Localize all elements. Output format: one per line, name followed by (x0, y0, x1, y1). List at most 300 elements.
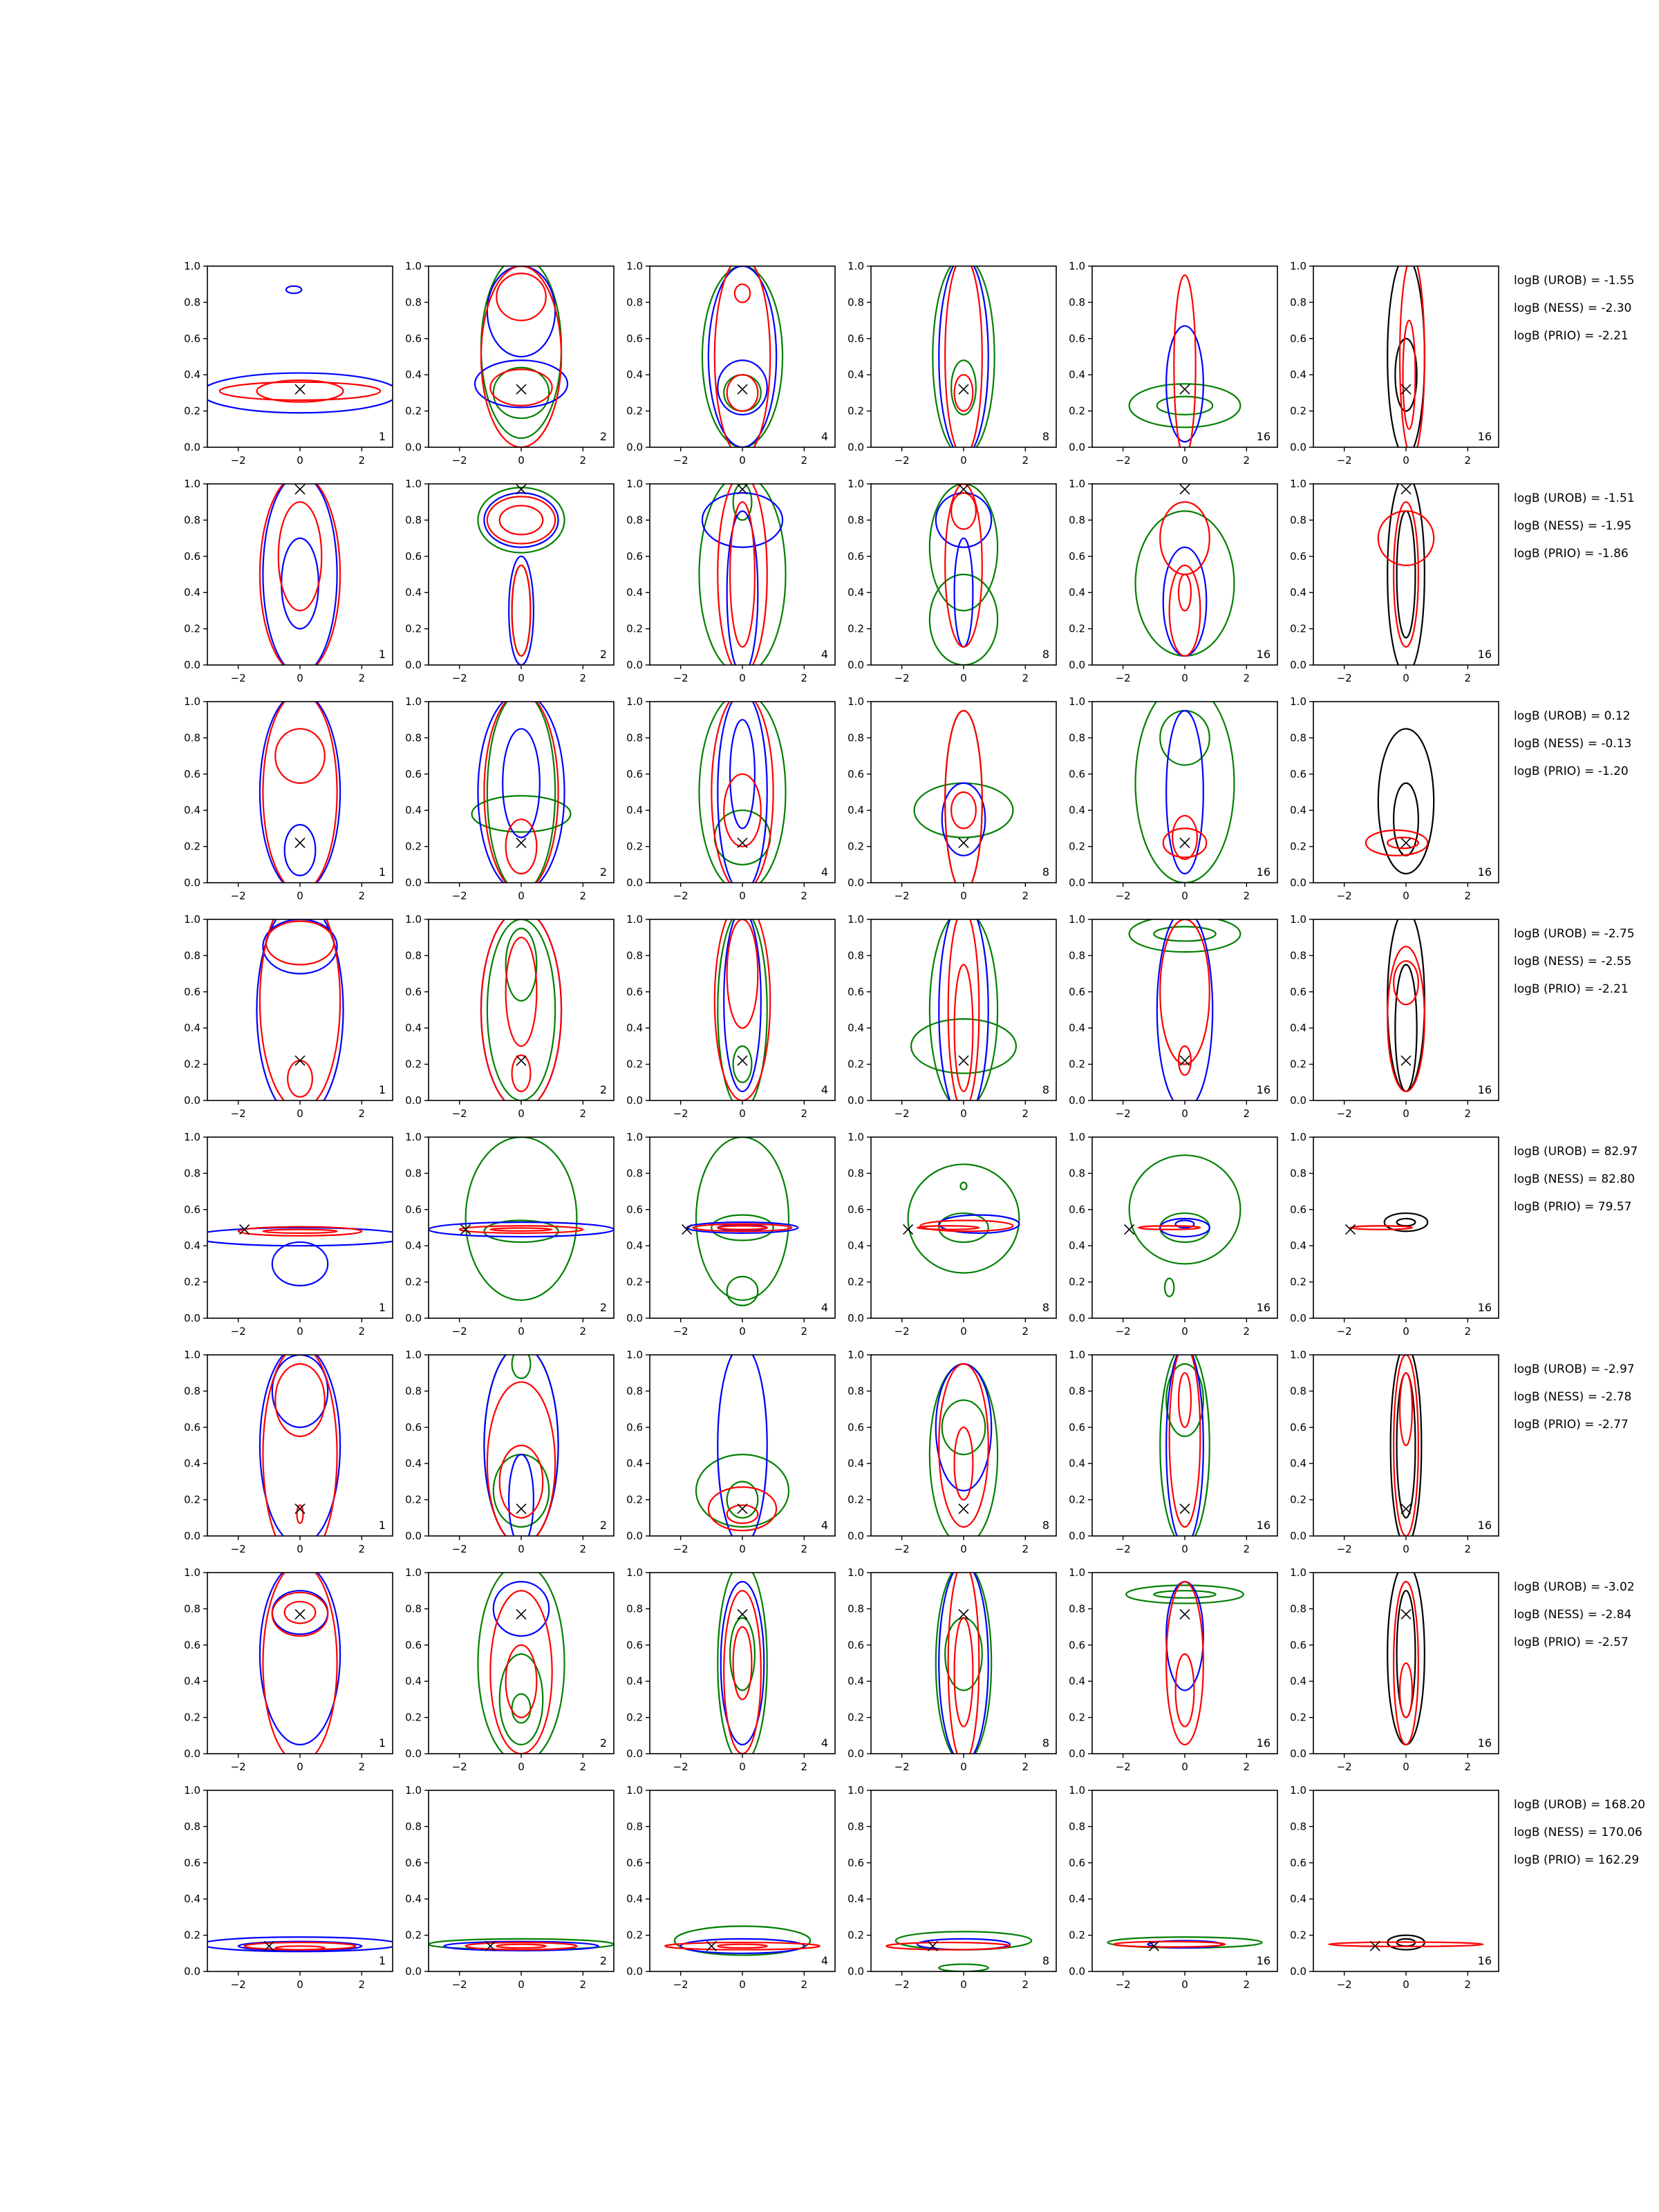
contour-area (936, 1564, 991, 1763)
y-tick-label: 0.8 (405, 731, 422, 744)
y-tick-label: 0.6 (626, 332, 643, 345)
y-tick-label: 0.2 (184, 1493, 200, 1506)
y-tick-label: 1.0 (405, 1784, 422, 1797)
prio-contour (699, 475, 785, 674)
contour-area (192, 1225, 409, 1286)
contour-area (1136, 684, 1235, 883)
y-tick-label: 1.0 (847, 1566, 864, 1579)
x-tick-label: −2 (1336, 1978, 1352, 1991)
y-tick-label: 0.6 (1290, 1638, 1306, 1651)
reference-contour (1387, 257, 1425, 456)
y-tick-label: 0.2 (405, 1058, 422, 1071)
panel-r2-c1 (184, 475, 393, 684)
x-marker (516, 1056, 526, 1065)
logb-label: logB (UROB) = -1.51 (1514, 491, 1635, 505)
y-tick-label: 0.4 (1069, 1239, 1085, 1253)
panel-label: 2 (599, 1301, 607, 1314)
y-tick-label: 0.6 (405, 767, 422, 780)
x-tick-label: 2 (800, 1543, 808, 1555)
logb-label: logB (PRIO) = -2.57 (1514, 1635, 1629, 1649)
x-tick-label: 0 (960, 454, 967, 467)
x-tick-label: 0 (1181, 454, 1188, 467)
panel-r4-c6 (1290, 910, 1499, 1120)
y-tick-label: 1.0 (1290, 695, 1306, 708)
y-tick-label: 1.0 (626, 1784, 643, 1797)
panel-label: 8 (1042, 430, 1049, 443)
panel-label: 4 (821, 1954, 828, 1967)
panel-label: 16 (1477, 1736, 1492, 1750)
y-tick-label: 0.6 (184, 1856, 200, 1869)
x-tick-label: 0 (1403, 672, 1409, 684)
y-tick-label: 0.6 (1069, 332, 1085, 345)
x-marker (516, 384, 526, 394)
y-tick-label: 0.8 (626, 1385, 643, 1398)
y-tick-label: 0.8 (1069, 949, 1085, 962)
panel-label: 2 (599, 430, 607, 443)
panel-r6-c6 (1290, 1346, 1499, 1555)
panel-label: 16 (1477, 865, 1492, 879)
y-tick-label: 0.2 (405, 1711, 422, 1724)
panel-r2-c2 (405, 478, 614, 684)
y-tick-label: 0.8 (184, 1167, 200, 1180)
y-tick-label: 0.6 (405, 1421, 422, 1434)
y-tick-label: 0.8 (184, 1602, 200, 1615)
y-tick-label: 0.0 (847, 1965, 864, 1978)
contour-area (1107, 1937, 1262, 1951)
ness-contour (496, 273, 545, 320)
x-tick-label: 2 (1022, 890, 1029, 902)
contour-area (682, 1137, 798, 1306)
y-tick-label: 0.8 (847, 1820, 864, 1833)
y-tick-label: 0.8 (847, 1167, 864, 1180)
y-tick-label: 1.0 (1290, 260, 1306, 272)
y-tick-label: 0.2 (184, 622, 200, 635)
y-tick-label: 0.4 (1069, 1675, 1085, 1688)
x-tick-label: 0 (1403, 1107, 1409, 1120)
y-tick-label: 0.2 (1290, 622, 1306, 635)
y-tick-label: 1.0 (847, 260, 864, 272)
x-marker (1346, 1225, 1356, 1235)
y-tick-label: 0.8 (626, 514, 643, 527)
x-tick-label: −2 (894, 1107, 910, 1120)
x-tick-label: 2 (1022, 1107, 1029, 1120)
ness-contour (487, 496, 555, 543)
prio-contour (1160, 1346, 1209, 1545)
x-tick-label: 2 (800, 1107, 808, 1120)
y-tick-label: 1.0 (626, 913, 643, 926)
x-tick-label: −2 (673, 1107, 688, 1120)
y-tick-label: 0.4 (1069, 368, 1085, 382)
y-tick-label: 1.0 (1069, 1349, 1085, 1361)
prio-contour (512, 1694, 531, 1723)
y-tick-label: 0.2 (1069, 1275, 1085, 1288)
urob-contour (260, 693, 340, 892)
y-tick-label: 1.0 (405, 478, 422, 490)
y-tick-label: 1.0 (1290, 1784, 1306, 1797)
contour-area (1130, 275, 1241, 456)
contour-area (1130, 910, 1241, 1109)
y-tick-label: 0.6 (1290, 767, 1306, 780)
y-tick-label: 0.8 (847, 1385, 864, 1398)
prio-contour (908, 1164, 1020, 1273)
y-tick-label: 0.8 (405, 949, 422, 962)
y-tick-label: 1.0 (1069, 695, 1085, 708)
y-tick-label: 0.6 (1069, 1421, 1085, 1434)
x-tick-label: 2 (1022, 1978, 1029, 1991)
x-tick-label: −2 (451, 1761, 467, 1773)
panel-r7-c1 (184, 1564, 393, 1773)
y-tick-label: 0.2 (1290, 1929, 1306, 1942)
prio-contour (711, 1215, 773, 1241)
y-tick-label: 0.6 (847, 767, 864, 780)
y-tick-label: 0.8 (1290, 731, 1306, 744)
panel-label: 16 (1256, 1954, 1271, 1967)
y-tick-label: 1.0 (1290, 913, 1306, 926)
x-tick-label: −2 (1336, 1761, 1352, 1773)
panel-label: 16 (1256, 1519, 1271, 1532)
x-tick-label: 2 (800, 1978, 808, 1991)
x-tick-label: −2 (451, 1325, 467, 1338)
ness-contour (263, 1564, 337, 1763)
y-tick-label: 0.6 (1290, 1856, 1306, 1869)
panel-label: 16 (1477, 1301, 1492, 1314)
y-tick-label: 0.8 (847, 949, 864, 962)
y-tick-label: 0.8 (626, 1602, 643, 1615)
ness-contour (285, 1602, 316, 1623)
x-tick-label: −2 (451, 672, 467, 684)
y-tick-label: 1.0 (626, 478, 643, 490)
ness-contour (955, 965, 973, 1091)
x-tick-label: 0 (960, 890, 967, 902)
x-tick-label: −2 (673, 1325, 688, 1338)
y-tick-label: 0.0 (1290, 1094, 1306, 1107)
urob-contour (478, 693, 564, 892)
y-tick-label: 0.8 (405, 514, 422, 527)
panel-r4-c5 (1069, 910, 1277, 1120)
prio-contour (1154, 926, 1215, 941)
urob-contour (503, 729, 540, 837)
panel-r3-c4 (847, 695, 1056, 902)
x-tick-label: 2 (1464, 1761, 1472, 1773)
x-tick-label: 0 (518, 1761, 525, 1773)
y-tick-label: 0.0 (1069, 1965, 1085, 1978)
axes-frame (207, 1573, 393, 1754)
x-tick-label: 0 (739, 1543, 746, 1555)
x-tick-label: 0 (1181, 1325, 1188, 1338)
y-tick-label: 0.2 (1290, 404, 1306, 418)
y-tick-label: 1.0 (847, 1349, 864, 1361)
x-tick-label: −2 (1115, 1978, 1131, 1991)
prio-contour (1130, 1155, 1241, 1264)
y-tick-label: 0.8 (847, 296, 864, 309)
panel-label: 16 (1477, 430, 1492, 443)
panel-r4-c3 (626, 901, 835, 1120)
y-tick-label: 0.6 (626, 1856, 643, 1869)
x-tick-label: 2 (579, 454, 587, 467)
panel-r1-c1 (184, 260, 399, 467)
y-tick-label: 0.0 (847, 1530, 864, 1542)
panel-label: 16 (1256, 430, 1271, 443)
ness-contour (490, 1228, 552, 1231)
ness-contour (1160, 502, 1209, 574)
prio-contour (1157, 397, 1212, 415)
x-tick-label: 2 (358, 454, 366, 467)
y-tick-label: 1.0 (626, 1349, 643, 1361)
x-tick-label: −2 (230, 454, 246, 467)
y-tick-label: 1.0 (1069, 913, 1085, 926)
y-tick-label: 0.4 (1290, 1022, 1306, 1035)
x-tick-label: 2 (358, 672, 366, 684)
panel-r2-c3 (626, 475, 835, 684)
y-tick-label: 0.8 (1290, 949, 1306, 962)
x-marker (1180, 485, 1190, 494)
y-tick-label: 0.6 (184, 1203, 200, 1216)
ness-contour (1400, 1663, 1412, 1718)
y-tick-label: 0.2 (405, 622, 422, 635)
contour-area (930, 484, 997, 665)
reference-contour (1397, 1219, 1416, 1226)
x-tick-label: −2 (894, 454, 910, 467)
prio-contour (939, 1965, 988, 1971)
panel-label: 4 (821, 865, 828, 879)
prio-contour (494, 368, 549, 418)
x-tick-label: 0 (518, 454, 525, 467)
x-tick-label: 2 (358, 1107, 366, 1120)
contour-area (903, 1164, 1020, 1273)
ness-contour (715, 257, 770, 456)
y-tick-label: 0.0 (184, 1312, 200, 1324)
contour-area (1329, 1936, 1483, 1951)
x-tick-label: −2 (1115, 1325, 1131, 1338)
x-tick-label: 2 (1464, 454, 1472, 467)
panel-label: 1 (378, 865, 386, 879)
x-tick-label: −2 (673, 672, 688, 684)
panel-label: 1 (378, 648, 386, 661)
prio-contour (896, 1931, 1032, 1949)
x-tick-label: 0 (297, 1543, 303, 1555)
contour-area (1126, 1582, 1244, 1745)
x-tick-label: 2 (800, 1761, 808, 1773)
y-tick-label: 0.2 (626, 1929, 643, 1942)
prio-contour (1136, 511, 1235, 656)
x-tick-label: 0 (297, 454, 303, 467)
x-tick-label: −2 (451, 1543, 467, 1555)
reference-contour (1395, 339, 1416, 411)
y-tick-label: 0.4 (626, 1239, 643, 1253)
x-tick-label: 0 (1181, 1107, 1188, 1120)
ness-contour (1400, 1373, 1412, 1445)
x-tick-label: −2 (451, 1107, 467, 1120)
y-tick-label: 0.4 (626, 1457, 643, 1470)
x-tick-label: −2 (894, 672, 910, 684)
ness-contour (1329, 1942, 1483, 1947)
y-tick-label: 0.0 (184, 441, 200, 453)
y-tick-label: 0.2 (626, 1058, 643, 1071)
contour-area (429, 1137, 614, 1300)
y-tick-label: 0.4 (1290, 586, 1306, 599)
y-tick-label: 1.0 (847, 478, 864, 490)
panel-r5-c4 (847, 1131, 1056, 1338)
y-tick-label: 1.0 (1290, 1131, 1306, 1143)
y-tick-label: 0.6 (1069, 1638, 1085, 1651)
axes-frame (429, 919, 614, 1100)
y-tick-label: 0.2 (847, 1929, 864, 1942)
y-tick-label: 0.0 (1290, 1965, 1306, 1978)
axes-frame (650, 266, 835, 447)
axes-frame (1092, 919, 1277, 1100)
y-tick-label: 0.0 (1290, 441, 1306, 453)
contour-area (718, 1564, 767, 1763)
y-tick-label: 0.8 (405, 1820, 422, 1833)
y-tick-label: 0.4 (1290, 368, 1306, 382)
x-tick-label: −2 (1336, 1543, 1352, 1555)
ness-contour (718, 1944, 767, 1948)
x-tick-label: 0 (297, 1761, 303, 1773)
x-marker (1401, 485, 1411, 494)
y-tick-label: 0.6 (626, 767, 643, 780)
y-tick-label: 0.2 (626, 1275, 643, 1288)
x-tick-label: 0 (739, 1107, 746, 1120)
panel-label: 2 (599, 865, 607, 879)
reference-contour (1387, 910, 1425, 1091)
contour-area (429, 1939, 614, 1951)
urob-contour (286, 286, 301, 293)
ness-contour (939, 1364, 988, 1527)
x-tick-label: −2 (894, 1761, 910, 1773)
logb-label: logB (PRIO) = -2.21 (1514, 982, 1629, 996)
ness-contour (481, 910, 561, 1109)
y-tick-label: 0.2 (847, 1058, 864, 1071)
x-tick-label: −2 (673, 454, 688, 467)
logb-label: logB (PRIO) = -1.86 (1514, 547, 1629, 561)
y-tick-label: 1.0 (1290, 478, 1306, 490)
x-tick-label: −2 (230, 1325, 246, 1338)
y-tick-label: 0.4 (184, 1893, 200, 1906)
ness-contour (951, 792, 976, 828)
ness-contour (263, 1346, 337, 1563)
x-tick-label: −2 (894, 1325, 910, 1338)
x-tick-label: 2 (1464, 1325, 1472, 1338)
logb-label: logB (NESS) = -2.55 (1514, 955, 1632, 968)
y-tick-label: 1.0 (405, 695, 422, 708)
y-tick-label: 0.0 (626, 1312, 643, 1324)
y-tick-label: 0.6 (1069, 1856, 1085, 1869)
y-tick-label: 1.0 (847, 695, 864, 708)
y-tick-label: 1.0 (626, 1131, 643, 1143)
panel-r2-c6 (1290, 475, 1499, 684)
y-tick-label: 0.4 (626, 1893, 643, 1906)
contour-area (260, 1346, 340, 1563)
y-tick-label: 0.2 (1290, 840, 1306, 853)
y-tick-label: 0.8 (405, 296, 422, 309)
prio-contour (718, 1564, 767, 1763)
y-tick-label: 0.2 (184, 840, 200, 853)
ness-contour (1387, 946, 1425, 1091)
y-tick-label: 0.2 (184, 1058, 200, 1071)
y-tick-label: 0.6 (405, 332, 422, 345)
y-tick-label: 0.8 (184, 514, 200, 527)
x-marker (1401, 1056, 1411, 1065)
y-tick-label: 0.8 (1069, 1385, 1085, 1398)
y-tick-label: 0.0 (1069, 1747, 1085, 1760)
y-tick-label: 0.2 (626, 840, 643, 853)
panel-r1-c3 (626, 257, 835, 467)
y-tick-label: 0.6 (847, 1203, 864, 1216)
panel-r1-c4 (847, 257, 1056, 467)
panel-label: 2 (599, 1083, 607, 1096)
ness-contour (1138, 1226, 1200, 1229)
ness-contour (266, 921, 334, 965)
x-tick-label: −2 (673, 1761, 688, 1773)
panel-r5-c2 (405, 1131, 614, 1338)
y-tick-label: 0.4 (1290, 1893, 1306, 1906)
y-tick-label: 0.8 (626, 296, 643, 309)
ness-contour (260, 892, 340, 1109)
x-marker (1180, 1609, 1190, 1619)
urob-contour (285, 825, 316, 875)
ness-contour (1166, 1582, 1203, 1745)
panel-label: 16 (1477, 1519, 1492, 1532)
axes-frame (207, 919, 393, 1100)
y-tick-label: 1.0 (1069, 478, 1085, 490)
ness-contour (727, 919, 758, 1028)
x-tick-label: 2 (1464, 890, 1472, 902)
y-tick-label: 0.2 (1069, 404, 1085, 418)
contour-area (1378, 475, 1434, 674)
y-tick-label: 0.2 (1290, 1058, 1306, 1071)
y-tick-label: 0.8 (184, 731, 200, 744)
panel-r4-c1 (184, 892, 393, 1120)
y-tick-label: 0.4 (847, 1893, 864, 1906)
panel-label: 8 (1042, 1083, 1049, 1096)
axes-frame (650, 1137, 835, 1318)
y-tick-label: 0.2 (1290, 1493, 1306, 1506)
ness-contour (288, 1060, 312, 1096)
y-tick-label: 0.8 (1069, 1602, 1085, 1615)
x-tick-label: −2 (1115, 890, 1131, 902)
ness-contour (256, 380, 343, 402)
panel-r3-c1 (184, 693, 393, 902)
panel-label: 1 (378, 1301, 386, 1314)
y-tick-label: 0.6 (184, 1638, 200, 1651)
urob-contour (718, 1346, 767, 1545)
y-tick-label: 0.6 (405, 1856, 422, 1869)
x-tick-label: 0 (960, 1325, 967, 1338)
prio-contour (487, 693, 555, 892)
contour-area (665, 1927, 819, 1956)
y-tick-label: 0.6 (184, 1421, 200, 1434)
contour-area (260, 475, 340, 674)
y-tick-label: 0.8 (1069, 731, 1085, 744)
axes-frame (1092, 702, 1277, 883)
x-tick-label: 2 (1022, 1325, 1029, 1338)
y-tick-label: 1.0 (405, 1349, 422, 1361)
prio-contour (1130, 384, 1241, 427)
y-tick-label: 0.2 (1069, 1929, 1085, 1942)
axes-frame (1313, 1137, 1499, 1318)
reference-contour (1395, 965, 1416, 1091)
logb-label: logB (UROB) = 0.12 (1514, 709, 1631, 723)
y-tick-label: 0.4 (1290, 804, 1306, 817)
y-tick-label: 0.0 (405, 1094, 422, 1107)
y-tick-label: 0.2 (626, 1711, 643, 1724)
y-tick-label: 0.8 (1290, 1820, 1306, 1833)
y-tick-label: 0.4 (1069, 1022, 1085, 1035)
logb-label: logB (PRIO) = -2.77 (1514, 1418, 1629, 1432)
x-tick-label: 0 (739, 454, 746, 467)
contour-area (699, 693, 785, 892)
panel-r5-c3 (626, 1131, 835, 1338)
